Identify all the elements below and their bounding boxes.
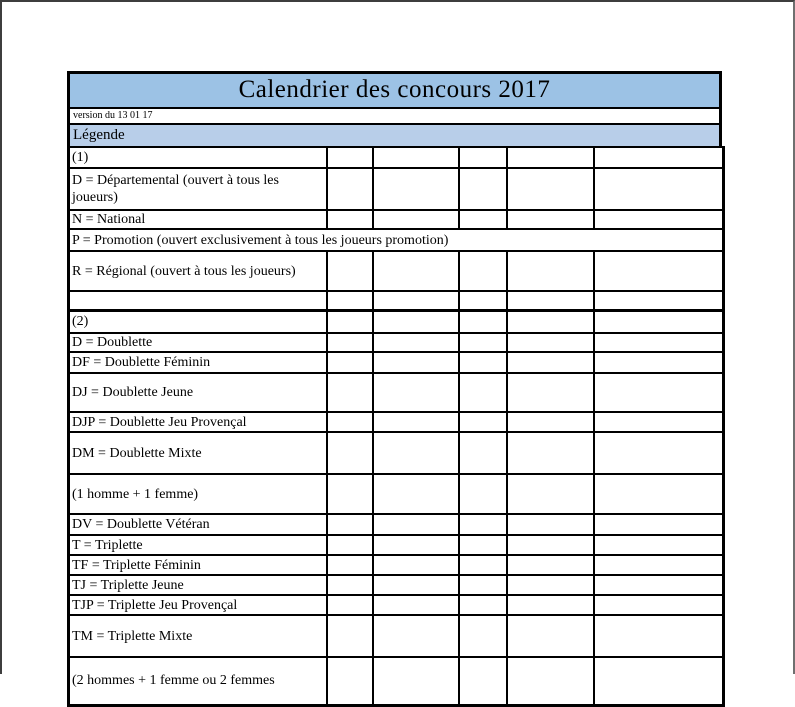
- legend-label-cell: D = Départemental (ouvert à tous les joueurs): [69, 168, 327, 210]
- grid-cell: [459, 514, 507, 535]
- grid-cell: [507, 210, 594, 229]
- grid-cell: [594, 168, 724, 210]
- table-row: [69, 251, 724, 291]
- grid-cell: [373, 210, 459, 229]
- grid-cell: [327, 147, 373, 168]
- table-row: [69, 210, 724, 229]
- grid-cell: [507, 147, 594, 168]
- grid-cell: [459, 333, 507, 352]
- grid-cell: [594, 474, 724, 514]
- grid-cell: [327, 412, 373, 432]
- legend-label-cell: (1): [69, 147, 327, 168]
- legend-label-cell: TJP = Triplette Jeu Provençal: [69, 595, 327, 615]
- table-row: [69, 514, 724, 535]
- page-title: Calendrier des concours 2017: [67, 71, 722, 109]
- legend-label-cell: DV = Doublette Vétéran: [69, 514, 327, 535]
- grid-cell: [373, 595, 459, 615]
- grid-cell: [594, 352, 724, 373]
- grid-cell: [459, 595, 507, 615]
- grid-cell: [327, 310, 373, 333]
- grid-cell: [507, 333, 594, 352]
- grid-cell: [594, 373, 724, 412]
- grid-cell: [327, 352, 373, 373]
- grid-cell: [373, 535, 459, 555]
- version-note: version du 13 01 17: [67, 109, 722, 125]
- legend-label-cell: N = National: [69, 210, 327, 229]
- legend-label-cell: (2): [69, 310, 327, 333]
- grid-cell: [594, 615, 724, 657]
- grid-cell: [507, 514, 594, 535]
- grid-cell: [594, 432, 724, 474]
- grid-cell: [594, 310, 724, 333]
- grid-cell: [327, 575, 373, 595]
- legend-label-cell: D = Doublette: [69, 333, 327, 352]
- grid-cell: [327, 373, 373, 412]
- grid-cell: [594, 555, 724, 575]
- grid-cell: [507, 291, 594, 310]
- table-row: [69, 310, 724, 333]
- grid-cell: [594, 412, 724, 432]
- table-row: [69, 615, 724, 657]
- table-row: [69, 575, 724, 595]
- grid-cell: [373, 657, 459, 705]
- grid-cell: [459, 251, 507, 291]
- grid-cell: [507, 615, 594, 657]
- grid-cell: [327, 474, 373, 514]
- grid-cell: [507, 412, 594, 432]
- grid-cell: [594, 333, 724, 352]
- table-row: [69, 595, 724, 615]
- table-row: [69, 229, 724, 251]
- table-row: [69, 412, 724, 432]
- table-row: [69, 168, 724, 210]
- grid-cell: [327, 555, 373, 575]
- grid-cell: [373, 333, 459, 352]
- grid-cell: [327, 615, 373, 657]
- grid-cell: [507, 432, 594, 474]
- grid-cell: [594, 514, 724, 535]
- grid-cell: [327, 514, 373, 535]
- legend-label-cell: (2 hommes + 1 femme ou 2 femmes: [69, 657, 327, 705]
- grid-cell: [507, 168, 594, 210]
- grid-cell: [459, 432, 507, 474]
- table-row: [69, 352, 724, 373]
- legend-section-header: Légende: [67, 125, 722, 146]
- table-row: [69, 657, 724, 705]
- grid-cell: [373, 373, 459, 412]
- grid-cell: [594, 657, 724, 705]
- grid-cell: [327, 251, 373, 291]
- legend-label-cell: [69, 291, 327, 310]
- legend-label-cell: T = Triplette: [69, 535, 327, 555]
- legend-label-cell: TM = Triplette Mixte: [69, 615, 327, 657]
- legend-label-cell: R = Régional (ouvert à tous les joueurs): [69, 251, 327, 291]
- grid-cell: [507, 373, 594, 412]
- table-row: [69, 474, 724, 514]
- calendar-document: [67, 71, 722, 707]
- grid-cell: [373, 474, 459, 514]
- grid-cell: [459, 412, 507, 432]
- grid-cell: [327, 657, 373, 705]
- grid-cell: [459, 615, 507, 657]
- grid-cell: [507, 595, 594, 615]
- legend-label-cell: TJ = Triplette Jeune: [69, 575, 327, 595]
- grid-cell: [373, 291, 459, 310]
- grid-cell: [594, 147, 724, 168]
- table-row: [69, 555, 724, 575]
- grid-cell: [373, 412, 459, 432]
- grid-cell: [594, 291, 724, 310]
- grid-cell: [327, 168, 373, 210]
- grid-cell: [459, 210, 507, 229]
- grid-cell: [459, 352, 507, 373]
- grid-cell: [373, 251, 459, 291]
- grid-cell: [373, 432, 459, 474]
- grid-cell: [459, 555, 507, 575]
- grid-cell: [327, 210, 373, 229]
- grid-cell: [459, 575, 507, 595]
- legend-label-cell: DM = Doublette Mixte: [69, 432, 327, 474]
- grid-cell: [594, 210, 724, 229]
- grid-cell: [594, 535, 724, 555]
- grid-cell: [507, 474, 594, 514]
- grid-cell: [459, 474, 507, 514]
- legend-label-cell: TF = Triplette Féminin: [69, 555, 327, 575]
- grid-cell: [459, 535, 507, 555]
- grid-cell: [373, 615, 459, 657]
- table-row: [69, 291, 724, 310]
- grid-cell: [507, 310, 594, 333]
- table-row: [69, 373, 724, 412]
- grid-cell: [373, 514, 459, 535]
- grid-cell: [327, 535, 373, 555]
- grid-cell: [459, 168, 507, 210]
- grid-cell: [373, 352, 459, 373]
- legend-table: [67, 146, 725, 707]
- grid-cell: [507, 657, 594, 705]
- grid-cell: [507, 555, 594, 575]
- grid-cell: [507, 352, 594, 373]
- legend-label-cell: (1 homme + 1 femme): [69, 474, 327, 514]
- grid-cell: [507, 535, 594, 555]
- legend-label-cell: DJP = Doublette Jeu Provençal: [69, 412, 327, 432]
- legend-label-cell: DJ = Doublette Jeune: [69, 373, 327, 412]
- grid-cell: [327, 595, 373, 615]
- grid-cell: [459, 373, 507, 412]
- table-row: [69, 432, 724, 474]
- legend-label-cell: DF = Doublette Féminin: [69, 352, 327, 373]
- grid-cell: [373, 310, 459, 333]
- grid-cell: [459, 310, 507, 333]
- grid-cell: [373, 575, 459, 595]
- table-row: [69, 147, 724, 168]
- grid-cell: [373, 168, 459, 210]
- grid-cell: [373, 555, 459, 575]
- grid-cell: [594, 251, 724, 291]
- legend-label-cell: P = Promotion (ouvert exclusivement à tous les joueurs promotion): [69, 229, 724, 251]
- table-row: [69, 535, 724, 555]
- grid-cell: [459, 657, 507, 705]
- grid-cell: [594, 575, 724, 595]
- grid-cell: [327, 333, 373, 352]
- grid-cell: [507, 575, 594, 595]
- grid-cell: [459, 147, 507, 168]
- grid-cell: [594, 595, 724, 615]
- grid-cell: [507, 251, 594, 291]
- grid-cell: [327, 291, 373, 310]
- grid-cell: [373, 147, 459, 168]
- table-row: [69, 333, 724, 352]
- grid-cell: [327, 432, 373, 474]
- grid-cell: [459, 291, 507, 310]
